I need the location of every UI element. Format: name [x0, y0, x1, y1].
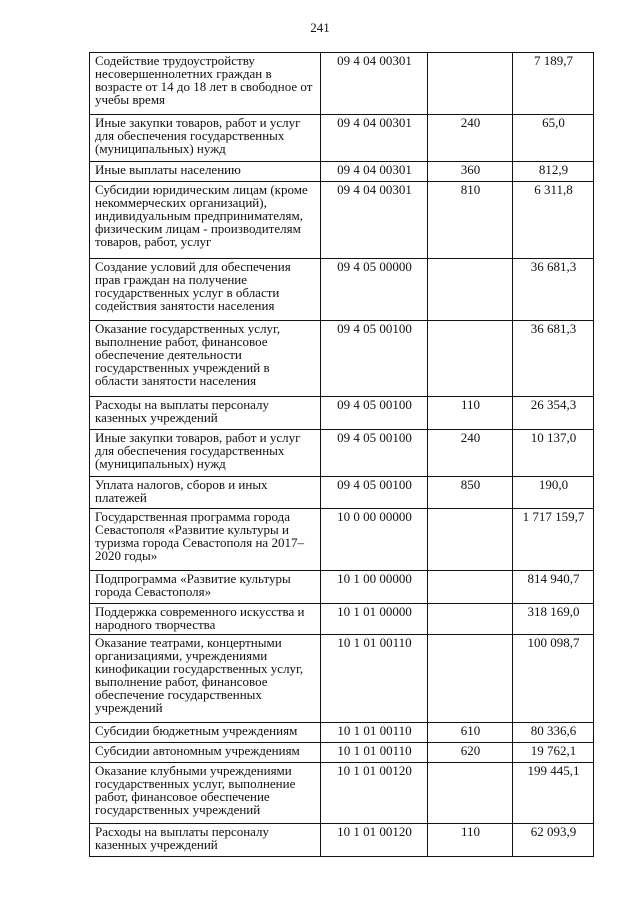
row-expense-type — [428, 259, 513, 321]
table-row — [90, 509, 594, 571]
page-number: 241 — [310, 20, 330, 35]
row-code: 10 1 00 00000 — [321, 571, 428, 604]
row-code: 10 1 01 00110 — [321, 743, 428, 763]
row-expense-type — [428, 321, 513, 397]
row-code: 10 1 01 00000 — [321, 604, 428, 635]
row-name: Оказание клубными учреждениями государственных услуг, выполнение работ, финансовое обеспечение государственных учреждений — [90, 763, 321, 824]
table-row — [90, 743, 594, 763]
row-expense-type: 810 — [428, 182, 513, 259]
row-amount: 812,9 — [513, 162, 594, 182]
row-name: Государственная программа города Севастополя «Развитие культуры и туризма города Севастополя на 2017–2020 годы» — [90, 509, 321, 571]
row-amount: 62 093,9 — [513, 824, 594, 857]
row-code: 09 4 05 00100 — [321, 397, 428, 430]
row-amount: 80 336,6 — [513, 723, 594, 743]
row-name: Иные закупки товаров, работ и услуг для обеспечения государственных (муниципальных) нужд — [90, 115, 321, 162]
row-code: 09 4 05 00100 — [321, 477, 428, 509]
row-amount: 318 169,0 — [513, 604, 594, 635]
row-name: Субсидии юридическим лицам (кроме некоммерческих организаций), индивидуальным предпринимателям, физическим лицам - производителям товаров, работ, услуг — [90, 182, 321, 259]
table-row — [90, 397, 594, 430]
row-name: Создание условий для обеспечения прав граждан на получение государственных услуг в области содействия занятости населения — [90, 259, 321, 321]
row-expense-type: 360 — [428, 162, 513, 182]
row-name: Расходы на выплаты персоналу казенных учреждений — [90, 824, 321, 857]
row-code: 09 4 05 00100 — [321, 321, 428, 397]
row-expense-type — [428, 571, 513, 604]
row-expense-type: 240 — [428, 115, 513, 162]
row-amount: 1 717 159,7 — [513, 509, 594, 571]
row-amount: 19 762,1 — [513, 743, 594, 763]
row-expense-type — [428, 604, 513, 635]
row-amount: 814 940,7 — [513, 571, 594, 604]
row-code: 09 4 04 00301 — [321, 115, 428, 162]
row-name: Содействие трудоустройству несовершеннолетних граждан в возрасте от 14 до 18 лет в свободное от учебы время — [90, 53, 321, 115]
row-amount: 6 311,8 — [513, 182, 594, 259]
row-expense-type: 620 — [428, 743, 513, 763]
row-amount: 7 189,7 — [513, 53, 594, 115]
row-amount: 10 137,0 — [513, 430, 594, 477]
row-name: Иные выплаты населению — [90, 162, 321, 182]
row-expense-type: 240 — [428, 430, 513, 477]
row-expense-type: 110 — [428, 397, 513, 430]
row-code: 09 4 05 00100 — [321, 430, 428, 477]
table-row — [90, 321, 594, 397]
row-code: 09 4 04 00301 — [321, 53, 428, 115]
table-row — [90, 162, 594, 182]
row-amount: 36 681,3 — [513, 259, 594, 321]
row-name: Субсидии бюджетным учреждениям — [90, 723, 321, 743]
row-amount: 65,0 — [513, 115, 594, 162]
row-name: Субсидии автономным учреждениям — [90, 743, 321, 763]
table-row — [90, 571, 594, 604]
row-expense-type — [428, 53, 513, 115]
row-expense-type — [428, 635, 513, 723]
row-expense-type: 610 — [428, 723, 513, 743]
row-code: 09 4 04 00301 — [321, 182, 428, 259]
row-expense-type — [428, 763, 513, 824]
row-code: 10 1 01 00120 — [321, 763, 428, 824]
row-amount: 26 354,3 — [513, 397, 594, 430]
row-name: Иные закупки товаров, работ и услуг для обеспечения государственных (муниципальных) нужд — [90, 430, 321, 477]
row-amount: 199 445,1 — [513, 763, 594, 824]
table-row — [90, 635, 594, 723]
table-row — [90, 259, 594, 321]
row-name: Уплата налогов, сборов и иных платежей — [90, 477, 321, 509]
row-amount: 100 098,7 — [513, 635, 594, 723]
table-row — [90, 763, 594, 824]
row-expense-type: 850 — [428, 477, 513, 509]
table-row — [90, 53, 594, 115]
table-row — [90, 477, 594, 509]
row-expense-type — [428, 509, 513, 571]
row-name: Оказание театрами, концертными организациями, учреждениями кинофикации государственных услуг, выполнение работ, финансовое обеспечение государственных учреждений — [90, 635, 321, 723]
row-name: Расходы на выплаты персоналу казенных учреждений — [90, 397, 321, 430]
row-code: 09 4 05 00000 — [321, 259, 428, 321]
budget-table — [89, 52, 594, 857]
table-row — [90, 430, 594, 477]
table-row — [90, 723, 594, 743]
table-row — [90, 182, 594, 259]
row-code: 10 1 01 00120 — [321, 824, 428, 857]
row-code: 10 0 00 00000 — [321, 509, 428, 571]
table-row — [90, 604, 594, 635]
row-name: Оказание государственных услуг, выполнение работ, финансовое обеспечение деятельности государственных учреждений в области занятости населения — [90, 321, 321, 397]
row-code: 09 4 04 00301 — [321, 162, 428, 182]
row-name: Подпрограмма «Развитие культуры города Севастополя» — [90, 571, 321, 604]
table-row — [90, 115, 594, 162]
row-amount: 190,0 — [513, 477, 594, 509]
row-amount: 36 681,3 — [513, 321, 594, 397]
table-row — [90, 824, 594, 857]
row-code: 10 1 01 00110 — [321, 635, 428, 723]
row-name: Поддержка современного искусства и народного творчества — [90, 604, 321, 635]
row-code: 10 1 01 00110 — [321, 723, 428, 743]
row-expense-type: 110 — [428, 824, 513, 857]
